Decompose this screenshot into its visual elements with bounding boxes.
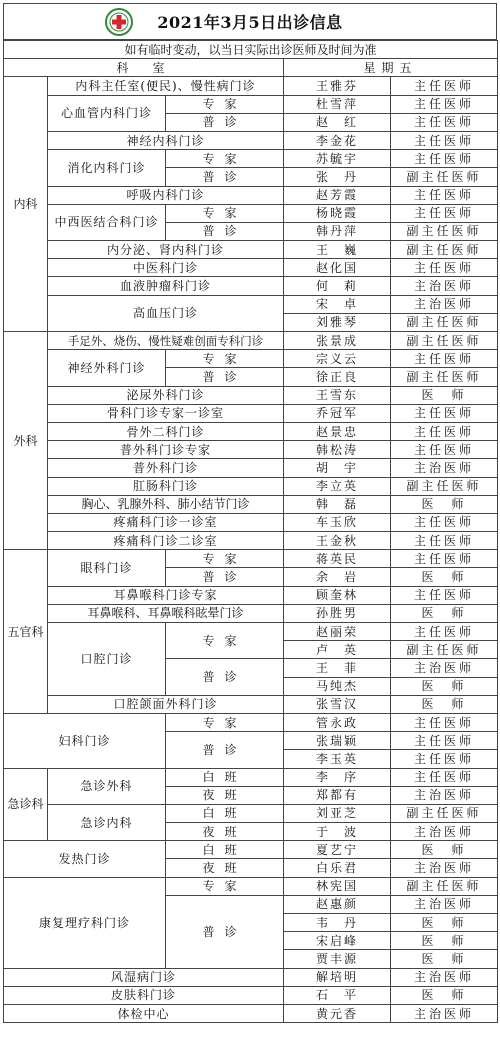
sub-cell: 专家 (166, 95, 284, 113)
doctor-name: 徐正良 (284, 368, 391, 386)
dept-cell: 口腔门诊 (48, 623, 166, 696)
doctor-name: 林宪国 (284, 877, 391, 895)
doctor-name: 顾奎林 (284, 586, 391, 604)
dept-cell: 血液肿瘤科门诊 (48, 277, 284, 295)
sub-cell: 专家 (166, 150, 284, 168)
table-row (4, 295, 498, 313)
doctor-name: 赵 红 (284, 113, 391, 131)
table-row (4, 131, 498, 149)
doctor-name: 李金花 (284, 131, 391, 149)
doctor-title: 医 师 (391, 914, 498, 932)
doctor-title: 主任医师 (391, 513, 498, 531)
doctor-name: 李立英 (284, 477, 391, 495)
doctor-name: 赵景忠 (284, 422, 391, 440)
table-row (4, 877, 498, 895)
dept-cell: 内分泌、肾内科门诊 (48, 241, 284, 259)
doctor-name: 管永政 (284, 713, 391, 731)
sub-cell: 专家 (166, 713, 284, 731)
doctor-name: 韦 丹 (284, 914, 391, 932)
sub-cell: 专家 (166, 350, 284, 368)
table-row (4, 495, 498, 513)
doctor-name: 宗义云 (284, 350, 391, 368)
dept-cell: 耳鼻喉科门诊专家 (48, 586, 284, 604)
dept-cell: 肛肠科门诊 (48, 477, 284, 495)
table-row (4, 386, 498, 404)
dept-cell: 口腔颌面外科门诊 (48, 695, 284, 713)
dept-cell: 骨科门诊专家一诊室 (48, 404, 284, 422)
doctor-name: 刘雅琴 (284, 313, 391, 331)
notice-text: 如有临时变动，以当日实际出诊医师及时间为准 (4, 41, 498, 59)
doctor-name: 马纯杰 (284, 677, 391, 695)
doctor-name: 卢 英 (284, 641, 391, 659)
dept-cell: 疼痛科门诊二诊室 (48, 532, 284, 550)
doctor-title: 主任医师 (391, 95, 498, 113)
doctor-name: 孙胜男 (284, 604, 391, 622)
table-row (4, 550, 498, 568)
doctor-title: 主治医师 (391, 823, 498, 841)
sub-cell: 普诊 (166, 732, 284, 768)
table-row (4, 77, 498, 95)
table-row (4, 695, 498, 713)
doctor-name: 宋启峰 (284, 932, 391, 950)
sub-cell: 夜班 (166, 823, 284, 841)
doctor-name: 贾丰源 (284, 950, 391, 968)
dept-cell: 中西医结合科门诊 (48, 204, 166, 240)
doctor-name: 王雅芬 (284, 77, 391, 95)
doctor-title: 副主任医师 (391, 877, 498, 895)
doctor-title: 主治医师 (391, 295, 498, 313)
doctor-title: 主任医师 (391, 186, 498, 204)
doctor-title: 主任医师 (391, 586, 498, 604)
sub-cell: 普诊 (166, 168, 284, 186)
sub-cell: 普诊 (166, 895, 284, 968)
dept-cell: 妇科门诊 (4, 713, 166, 768)
dept-cell: 眼科门诊 (48, 550, 166, 586)
doctor-title: 主任医师 (391, 131, 498, 149)
doctor-title: 副主任医师 (391, 332, 498, 350)
doctor-name: 张 丹 (284, 168, 391, 186)
doctor-name: 刘亚芝 (284, 804, 391, 822)
doctor-name: 夏艺宁 (284, 841, 391, 859)
doctor-title: 主任医师 (391, 259, 498, 277)
doctor-title: 医 师 (391, 677, 498, 695)
sub-cell: 白班 (166, 804, 284, 822)
dept-cell: 手足外、烧伤、慢性疑难创面专科门诊 (48, 332, 284, 350)
doctor-title: 主治医师 (391, 895, 498, 913)
table-row (4, 422, 498, 440)
doctor-name: 郑都有 (284, 786, 391, 804)
doctor-title: 主治医师 (391, 659, 498, 677)
table-row (4, 968, 498, 986)
dept-cell: 骨外二科门诊 (48, 422, 284, 440)
table-row (4, 713, 498, 731)
doctor-title: 副主任医师 (391, 222, 498, 240)
doctor-title: 医 师 (391, 932, 498, 950)
doctor-name: 黄元香 (284, 1004, 391, 1022)
doctor-title: 主任医师 (391, 113, 498, 131)
doctor-name: 宋 卓 (284, 295, 391, 313)
doctor-title: 主任医师 (391, 350, 498, 368)
doctor-name: 李玉英 (284, 750, 391, 768)
doctor-name: 于 波 (284, 823, 391, 841)
dept-cell: 急诊外科 (48, 768, 166, 804)
category-cell: 内科 (4, 77, 48, 332)
table-row (4, 241, 498, 259)
doctor-name: 韩 磊 (284, 495, 391, 513)
dept-cell: 体检中心 (4, 1004, 284, 1022)
doctor-name: 赵惠颜 (284, 895, 391, 913)
sub-cell: 专家 (166, 877, 284, 895)
doctor-name: 余 岩 (284, 568, 391, 586)
doctor-title: 主任医师 (391, 532, 498, 550)
sub-cell: 普诊 (166, 568, 284, 586)
sub-cell: 夜班 (166, 786, 284, 804)
sub-cell: 专家 (166, 623, 284, 659)
doctor-title: 医 师 (391, 495, 498, 513)
doctor-title: 主治医师 (391, 786, 498, 804)
table-row (4, 586, 498, 604)
doctor-title: 医 师 (391, 386, 498, 404)
doctor-title: 医 师 (391, 695, 498, 713)
dept-cell: 风湿病门诊 (4, 968, 284, 986)
table-row (4, 841, 498, 859)
doctor-title: 医 师 (391, 986, 498, 1004)
doctor-name: 苏毓宇 (284, 150, 391, 168)
doctor-name: 蒋英民 (284, 550, 391, 568)
table-row (4, 259, 498, 277)
dept-cell: 泌尿外科门诊 (48, 386, 284, 404)
doctor-title: 主任医师 (391, 404, 498, 422)
schedule-table (3, 40, 498, 1023)
doctor-name: 张瑞颖 (284, 732, 391, 750)
page-title: 2021年3月5日出诊信息 (157, 13, 343, 32)
doctor-title: 主任医师 (391, 623, 498, 641)
doctor-name: 韩丹萍 (284, 222, 391, 240)
doctor-title: 副主任医师 (391, 368, 498, 386)
doctor-title: 主治医师 (391, 859, 498, 877)
dept-cell: 心血管内科门诊 (48, 95, 166, 131)
dept-cell: 疼痛科门诊一诊室 (48, 513, 284, 531)
dept-cell: 高血压门诊 (48, 295, 284, 331)
dept-cell: 内科主任室(便民)、慢性病门诊 (48, 77, 284, 95)
doctor-title: 主治医师 (391, 968, 498, 986)
sub-cell: 专家 (166, 550, 284, 568)
table-row (4, 459, 498, 477)
doctor-name: 车玉欣 (284, 513, 391, 531)
doctor-name: 解培明 (284, 968, 391, 986)
doctor-title: 副主任医师 (391, 313, 498, 331)
doctor-name: 胡 宇 (284, 459, 391, 477)
dept-cell: 皮肤科门诊 (4, 986, 284, 1004)
doctor-name: 王雪东 (284, 386, 391, 404)
category-cell: 急诊科 (4, 768, 48, 841)
doctor-title: 副主任医师 (391, 241, 498, 259)
dept-cell: 急诊内科 (48, 804, 166, 840)
table-row (4, 277, 498, 295)
sub-cell: 夜班 (166, 859, 284, 877)
doctor-name: 王 菲 (284, 659, 391, 677)
doctor-name: 赵化国 (284, 259, 391, 277)
table-row (4, 186, 498, 204)
category-cell: 外科 (4, 332, 48, 550)
doctor-name: 张景成 (284, 332, 391, 350)
sub-cell: 白班 (166, 841, 284, 859)
table-row (4, 532, 498, 550)
dept-cell: 普外科门诊 (48, 459, 284, 477)
header-row (4, 59, 498, 77)
dept-cell: 神经外科门诊 (48, 350, 166, 386)
dept-cell: 康复理疗科门诊 (4, 877, 166, 968)
table-row (4, 150, 498, 168)
doctor-title: 医 师 (391, 604, 498, 622)
header-dept: 科 室 (4, 59, 284, 77)
table-row (4, 513, 498, 531)
doctor-title: 主任医师 (391, 732, 498, 750)
sub-cell: 普诊 (166, 368, 284, 386)
dept-cell: 神经内科门诊 (48, 131, 284, 149)
doctor-title: 主任医师 (391, 713, 498, 731)
header-day: 星期五 (284, 59, 498, 77)
doctor-name: 乔冠军 (284, 404, 391, 422)
dept-cell: 胸心、乳腺外科、肺小结节门诊 (48, 495, 284, 513)
category-cell: 五官科 (4, 550, 48, 714)
doctor-title: 医 师 (391, 841, 498, 859)
table-row (4, 95, 498, 113)
table-row (4, 477, 498, 495)
sub-cell: 普诊 (166, 222, 284, 240)
doctor-name: 王 巍 (284, 241, 391, 259)
doctor-title: 主治医师 (391, 459, 498, 477)
doctor-name: 赵芳霞 (284, 186, 391, 204)
doctor-title: 医 师 (391, 950, 498, 968)
doctor-name: 张雪汉 (284, 695, 391, 713)
doctor-title: 医 师 (391, 568, 498, 586)
doctor-title: 主任医师 (391, 204, 498, 222)
dept-cell: 呼吸内科门诊 (48, 186, 284, 204)
doctor-name: 何 莉 (284, 277, 391, 295)
table-row (4, 332, 498, 350)
doctor-name: 王金秋 (284, 532, 391, 550)
doctor-title: 主任医师 (391, 750, 498, 768)
table-row (4, 441, 498, 459)
doctor-title: 主任医师 (391, 768, 498, 786)
table-row (4, 404, 498, 422)
doctor-title: 副主任医师 (391, 168, 498, 186)
title-bar (3, 3, 497, 40)
doctor-title: 主任医师 (391, 422, 498, 440)
doctor-name: 李 序 (284, 768, 391, 786)
doctor-title: 主任医师 (391, 150, 498, 168)
doctor-name: 石 平 (284, 986, 391, 1004)
table-row (4, 804, 498, 822)
table-row (4, 604, 498, 622)
sub-cell: 普诊 (166, 659, 284, 695)
dept-cell: 消化内科门诊 (48, 150, 166, 186)
doctor-name: 杜雪萍 (284, 95, 391, 113)
doctor-name: 杨晓霞 (284, 204, 391, 222)
table-row (4, 350, 498, 368)
doctor-title: 主任医师 (391, 550, 498, 568)
doctor-title: 副主任医师 (391, 641, 498, 659)
dept-cell: 耳鼻喉科、耳鼻喉科眩晕门诊 (48, 604, 284, 622)
sub-cell: 专家 (166, 204, 284, 222)
table-row (4, 623, 498, 641)
doctor-name: 韩松涛 (284, 441, 391, 459)
doctor-title: 主治医师 (391, 277, 498, 295)
doctor-name: 白乐君 (284, 859, 391, 877)
table-row (4, 1004, 498, 1022)
dept-cell: 普外科门诊专家 (48, 441, 284, 459)
doctor-title: 主任医师 (391, 77, 498, 95)
dept-cell: 发热门诊 (4, 841, 166, 877)
table-row (4, 204, 498, 222)
doctor-title: 副主任医师 (391, 804, 498, 822)
notice-row (4, 41, 498, 59)
sub-cell: 白班 (166, 768, 284, 786)
doctor-title: 副主任医师 (391, 477, 498, 495)
doctor-name: 赵丽荣 (284, 623, 391, 641)
table-row (4, 986, 498, 1004)
table-row (4, 768, 498, 786)
sub-cell: 普诊 (166, 113, 284, 131)
dept-cell: 中医科门诊 (48, 259, 284, 277)
doctor-title: 主治医师 (391, 1004, 498, 1022)
doctor-title: 主任医师 (391, 441, 498, 459)
